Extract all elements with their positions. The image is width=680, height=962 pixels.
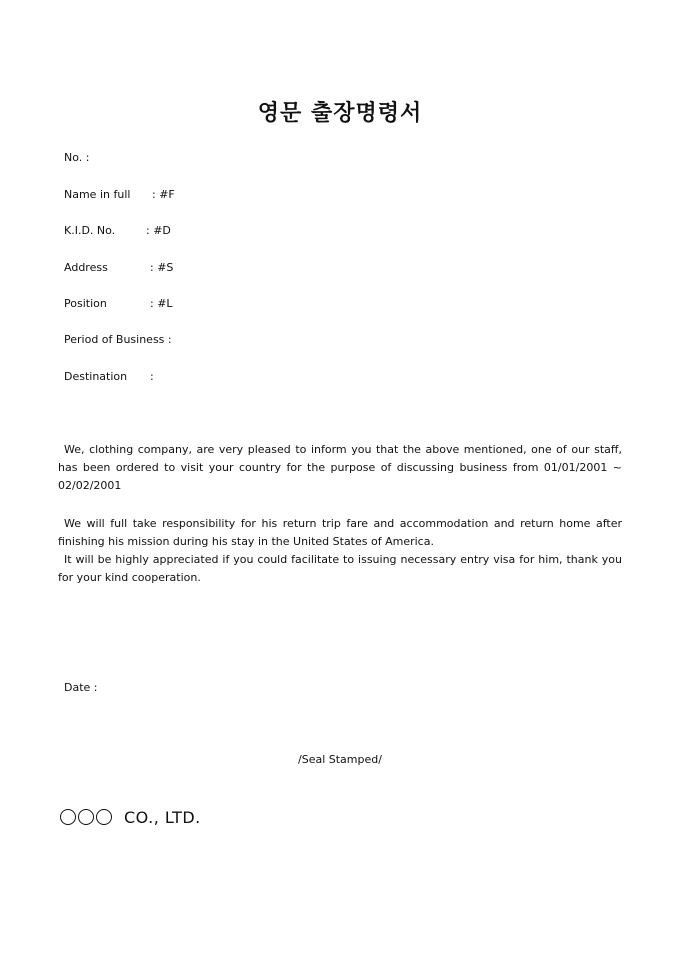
- field-no: [64, 151, 89, 164]
- document-title: 영문 출장명령서: [257, 101, 423, 126]
- circle-icon: [96, 809, 112, 825]
- body-paragraph-2: We will full take responsibility for his return trip fare and accommodation and return home after finishing his mission during his stay in the United States of America.: [58, 517, 622, 548]
- field-destination: [64, 370, 154, 383]
- field-kid-value: : #D: [146, 224, 171, 237]
- field-name: [64, 188, 175, 201]
- field-address: [64, 261, 174, 274]
- body-paragraph-1-block: [58, 441, 622, 495]
- field-kid: [64, 224, 171, 237]
- field-no-label: No. :: [64, 151, 90, 164]
- field-position: [64, 297, 173, 310]
- field-destination-value: :: [150, 370, 154, 383]
- field-address-label: Address: [64, 261, 108, 274]
- circle-icon: [78, 809, 94, 825]
- field-position-label: Position: [64, 297, 107, 310]
- body-paragraph-3: It will be highly appreciated if you could facilitate to issuing necessary entry visa for him, thank you for your kind cooperation.: [58, 553, 622, 584]
- field-position-value: : #L: [150, 297, 173, 310]
- seal-stamped-text: /Seal Stamped/: [298, 753, 382, 766]
- field-destination-label: Destination: [64, 370, 128, 383]
- company-name: [60, 808, 201, 827]
- field-address-value: : #S: [150, 261, 174, 274]
- field-period-label: Period of Business :: [64, 333, 172, 346]
- company-placeholder-circles: [60, 808, 114, 827]
- company-suffix: CO., LTD.: [124, 808, 201, 827]
- field-name-value: : #F: [152, 188, 175, 201]
- circle-icon: [60, 809, 76, 825]
- field-kid-label: K.I.D. No.: [64, 224, 116, 237]
- field-name-label: Name in full: [64, 188, 131, 201]
- body-paragraph-1: We, clothing company, are very pleased to inform you that the above mentioned, one of our staff, has been ordered to visit your country for the purpose of discussing business from 01/01/2001 ~ 02/02/2001: [58, 443, 622, 492]
- date-label: Date :: [64, 681, 98, 694]
- body-paragraph-2-block: [58, 515, 622, 587]
- field-period: [64, 333, 172, 346]
